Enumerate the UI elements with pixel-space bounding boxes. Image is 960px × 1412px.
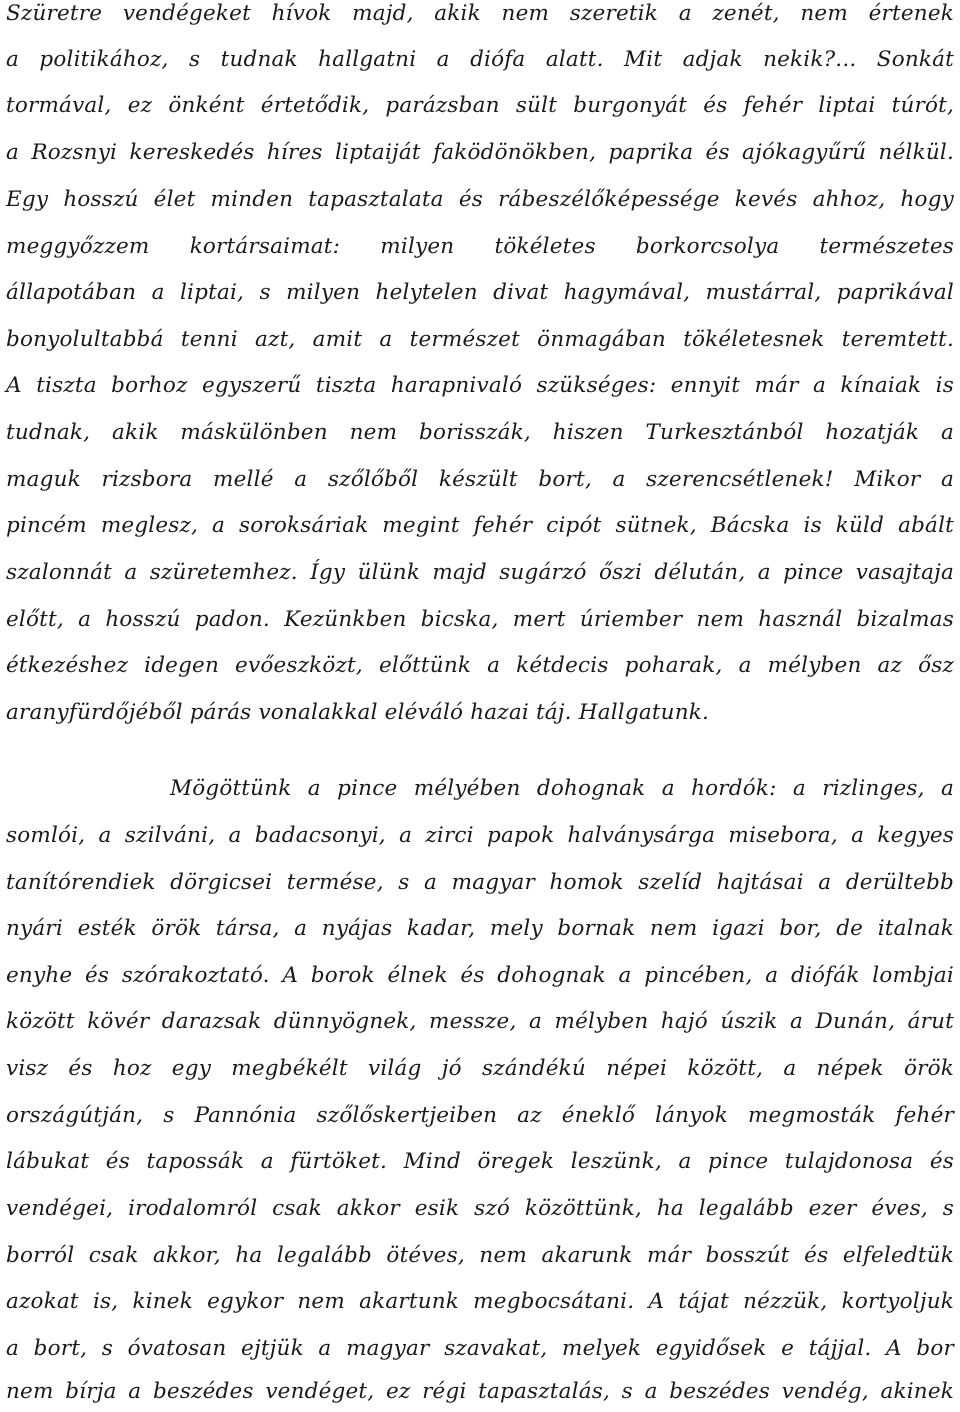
text-line: Szüretre vendégeket hívok majd, akik nem szeretik a zenét, nem értenek (6, 1, 954, 26)
text-line: somlói, a szilváni, a badacsonyi, a zirci papok halványsárga misebora, a kegyes (6, 823, 954, 848)
text-line: borról csak akkor, ha legalább ötéves, nem akarunk már bosszút és elfeledtük (6, 1243, 954, 1268)
text-line: visz és hoz egy megbékélt világ jó szándékú népei között, a népek örök (6, 1056, 954, 1081)
text-line: Mögöttünk a pince mélyében dohognak a hordók: a rizlinges, a (170, 776, 954, 801)
text-line: a politikához, s tudnak hallgatni a diófa alatt. Mit adjak nekik?... Sonkát (6, 47, 954, 72)
text-line: nem bírja a beszédes vendéget, ez régi tapasztalás, s a beszédes vendég, akinek (6, 1379, 954, 1404)
text-line: a Rozsnyi kereskedés híres liptaiját faködönökben, paprika és ajókagyűrű nélkül. (6, 140, 954, 165)
text-line: meggyőzzem kortársaimat: milyen tökéletes borkorcsolya természetes (6, 234, 954, 259)
text-line: tudnak, akik máskülönben nem borisszák, hiszen Turkesztánból hozatják a (6, 420, 954, 445)
text-line: Egy hosszú élet minden tapasztalata és rábeszélőképessége kevés ahhoz, hogy (6, 187, 954, 212)
text-line: a bort, s óvatosan ejtjük a magyar szavakat, melyek egyidősek e tájjal. A bor (6, 1336, 954, 1361)
text-line: pincém meglesz, a soroksáriak megint fehér cipót sütnek, Bácska is küld abált (6, 513, 954, 538)
text-line: vendégei, irodalomról csak akkor esik szó közöttünk, ha legalább ezer éves, s (6, 1196, 954, 1221)
text-line: lábukat és tapossák a fürtöket. Mind öregek leszünk, a pince tulajdonosa és (6, 1149, 954, 1174)
text-line: előtt, a hosszú padon. Kezünkben bicska, mert úriember nem használ bizalmas (6, 607, 954, 632)
text-line: tanítórendiek dörgicsei termése, s a magyar homok szelíd hajtásai a derültebb (6, 870, 954, 895)
text-line: között kövér darazsak dünnyögnek, messze, a mélyben hajó úszik a Dunán, árut (6, 1009, 954, 1034)
text-line: szalonnát a szüretemhez. Így ülünk majd sugárzó őszi délután, a pince vasajtaja (6, 560, 954, 585)
text-line: azokat is, kinek egykor nem akartunk megbocsátani. A tájat nézzük, kortyoljuk (6, 1289, 954, 1314)
text-line: nyári esték örök társa, a nyájas kadar, mely bornak nem igazi bor, de italnak (6, 916, 954, 941)
text-line: étkezéshez idegen evőeszközt, előttünk a kétdecis poharak, a mélyben az ősz (6, 653, 954, 678)
text-line: állapotában a liptai, s milyen helytelen divat hagymával, mustárral, paprikával (6, 280, 954, 305)
text-line: A tiszta borhoz egyszerű tiszta harapnivaló szükséges: ennyit már a kínaiak is (6, 373, 954, 398)
text-line: tormával, ez önként értetődik, parázsban sült burgonyát és fehér liptai túrót, (6, 93, 954, 118)
text-line: bonyolultabbá tenni azt, amit a természet önmagában tökéletesnek teremtett. (6, 327, 954, 352)
text-line: országútján, s Pannónia szőlőskertjeiben az éneklő lányok megmosták fehér (6, 1103, 954, 1128)
text-line: aranyfürdőjéből párás vonalakkal eléváló hazai táj. Hallgatunk. (6, 700, 710, 725)
text-line: enyhe és szórakoztató. A borok élnek és dohognak a pincében, a diófák lombjai (6, 963, 954, 988)
text-line: maguk rizsbora mellé a szőlőből készült bort, a szerencsétlenek! Mikor a (6, 467, 954, 492)
